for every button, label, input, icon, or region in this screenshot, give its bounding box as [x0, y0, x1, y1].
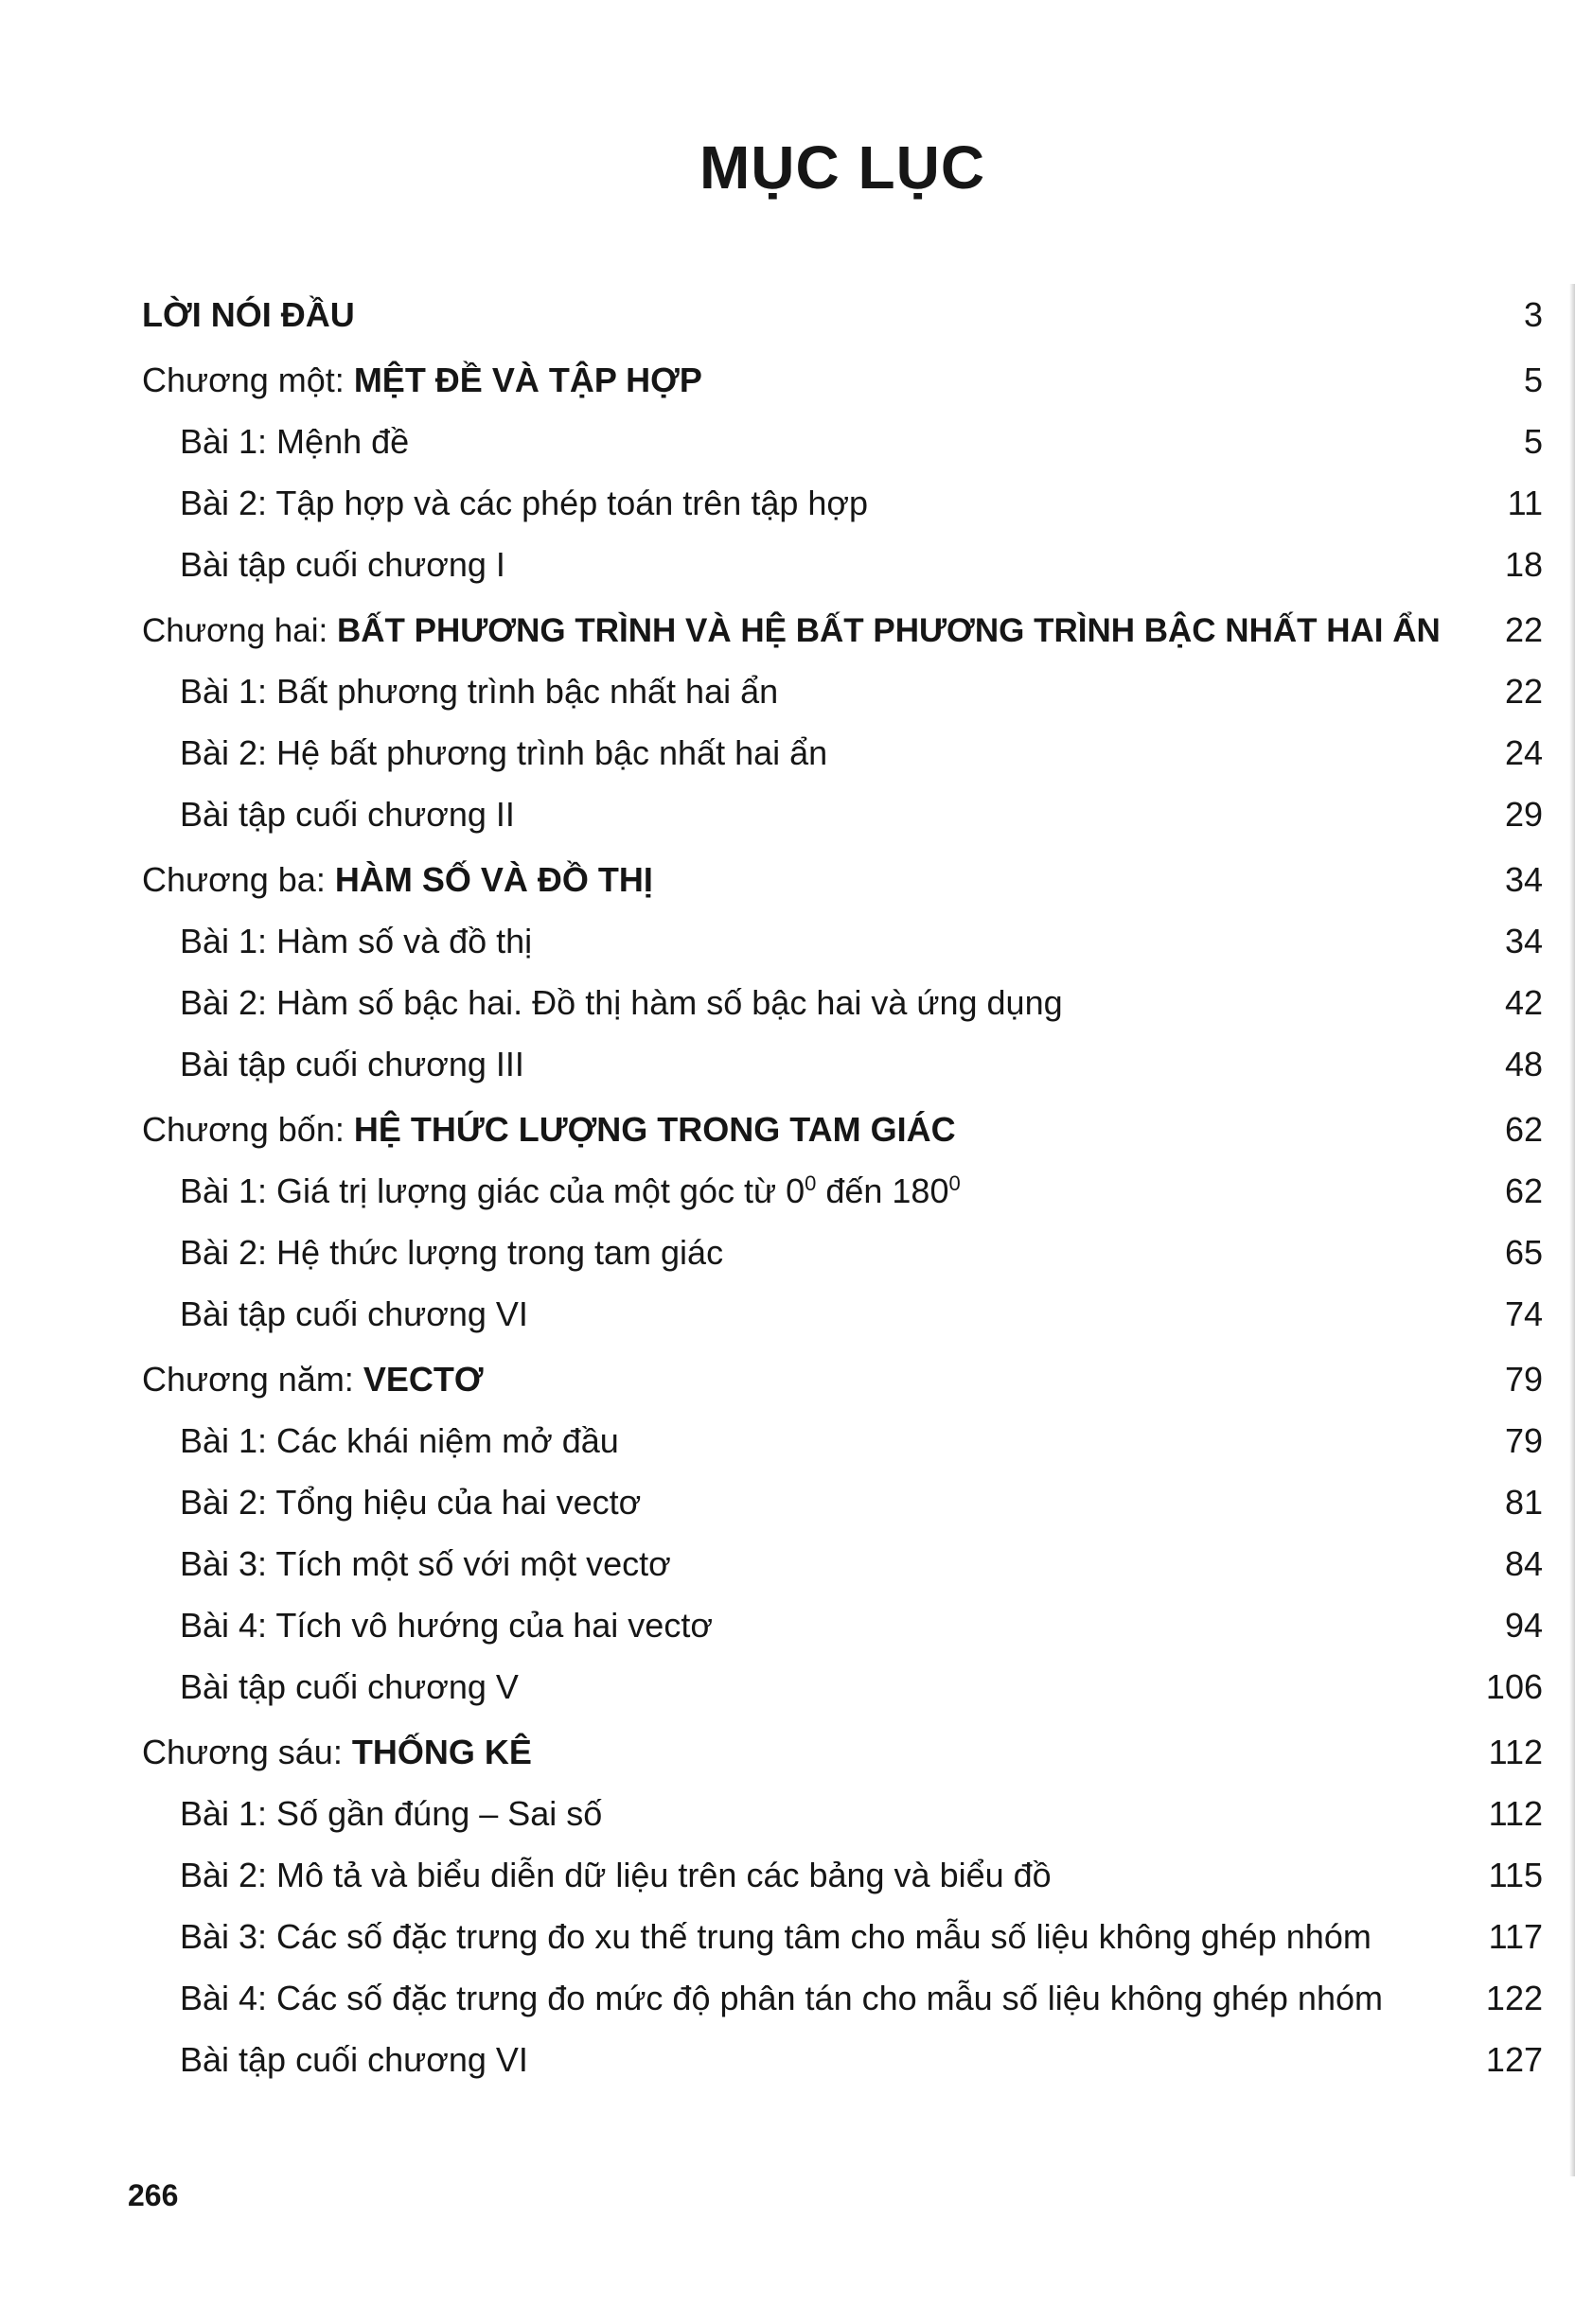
- lesson-label: Bài tập cuối chương III: [180, 1045, 524, 1083]
- lesson-label: Bài 1: Mệnh đề: [180, 422, 410, 461]
- lesson-label: Bài tập cuối chương V: [180, 1667, 519, 1706]
- lesson-page: 117: [1488, 1917, 1543, 1956]
- lesson-label: Bài tập cuối chương II: [180, 795, 515, 834]
- lesson-label: Bài 2: Tập hợp và các phép toán trên tập hợp: [180, 484, 869, 522]
- chapter-name: HÀM SỐ VÀ ĐỒ THỊ: [334, 860, 653, 899]
- toc-chapter: [142, 1721, 1543, 1783]
- toc-lesson: [142, 1283, 1543, 1345]
- toc-chapter: [142, 599, 1543, 660]
- toc-lesson: [142, 1033, 1543, 1095]
- lesson-label: Bài tập cuối chương I: [180, 545, 505, 584]
- lesson-label: Bài 1: Các khái niệm mở đầu: [180, 1421, 619, 1460]
- lesson-label: Bài tập cuối chương VI: [180, 2040, 528, 2079]
- lesson-page: 115: [1488, 1856, 1543, 1894]
- toc-chapter: [142, 349, 1543, 411]
- toc-lesson: [142, 910, 1543, 972]
- lesson-label: Bài 1: Số gần đúng – Sai số: [180, 1794, 603, 1833]
- toc-chapter: [142, 849, 1543, 910]
- toc-lesson: [142, 472, 1543, 534]
- lesson-page: 65: [1504, 1233, 1543, 1272]
- chapter-prefix: Chương bốn:: [142, 1110, 345, 1149]
- chapter-page: 5: [1523, 361, 1543, 399]
- page-title: MỤC LỤC: [699, 133, 986, 202]
- lesson-page: 112: [1488, 1794, 1543, 1833]
- chapter-name: THỐNG KÊ: [351, 1733, 532, 1771]
- lesson-page: 79: [1504, 1421, 1543, 1460]
- lesson-label: Bài 4: Các số đặc trưng đo mức độ phân tán cho mẫu số liệu không ghép nhóm: [180, 1979, 1383, 2017]
- lesson-label: Bài 4: Tích vô hướng của hai vectơ: [180, 1606, 713, 1645]
- chapter-name: VECTƠ: [363, 1360, 484, 1399]
- toc-lesson: [142, 972, 1543, 1033]
- lesson-page: 22: [1504, 672, 1543, 711]
- lesson-label-part: đến 180: [816, 1171, 949, 1210]
- lesson-label: Bài 2: Hệ bất phương trình bậc nhất hai ẩn: [180, 733, 828, 772]
- lesson-label: Bài 1: Hàm số và đồ thị: [180, 922, 533, 960]
- lesson-label: Bài 1: Bất phương trình bậc nhất hai ẩn: [180, 672, 779, 711]
- toc-lesson: [142, 411, 1543, 472]
- chapter-prefix: Chương ba:: [142, 860, 326, 899]
- toc-lesson: [142, 1656, 1543, 1717]
- toc-lesson: [142, 1410, 1543, 1471]
- lesson-label: Bài tập cuối chương VI: [180, 1294, 528, 1333]
- degree-superscript: 0: [948, 1171, 961, 1195]
- table-of-contents: [142, 284, 1543, 2090]
- lesson-page: 48: [1504, 1045, 1543, 1083]
- lesson-page: 24: [1504, 733, 1543, 772]
- lesson-page: 62: [1504, 1171, 1543, 1210]
- chapter-name: HỆ THỨC LƯỢNG TRONG TAM GIÁC: [353, 1110, 956, 1149]
- lesson-page: 34: [1504, 922, 1543, 960]
- page-edge-shadow: [1569, 284, 1575, 2176]
- toc-lesson: [142, 1844, 1543, 1906]
- toc-chapter: [142, 1099, 1543, 1160]
- lesson-page: 106: [1485, 1667, 1543, 1706]
- chapter-name: BẤT PHƯƠNG TRÌNH VÀ HỆ BẤT PHƯƠNG TRÌNH BẬC NHẤT HAI ẨN: [336, 612, 1441, 649]
- lesson-page: 42: [1504, 983, 1543, 1022]
- lesson-label: Bài 2: Hàm số bậc hai. Đồ thị hàm số bậc hai và ứng dụng: [180, 983, 1063, 1022]
- chapter-prefix: Chương hai:: [142, 612, 328, 649]
- lesson-page: 122: [1485, 1979, 1543, 2017]
- chapter-page: 112: [1488, 1733, 1543, 1771]
- lesson-label-part: Bài 1: Giá trị lượng giác của một góc từ 0: [180, 1171, 805, 1210]
- chapter-page: 62: [1504, 1110, 1543, 1149]
- lesson-page: 94: [1504, 1606, 1543, 1645]
- lesson-label: Bài 2: Tổng hiệu của hai vectơ: [180, 1483, 642, 1522]
- lesson-page: 84: [1504, 1544, 1543, 1583]
- lesson-label: [142, 1160, 961, 1222]
- chapter-prefix: Chương một:: [142, 361, 345, 399]
- page-number: 266: [128, 2178, 179, 2212]
- toc-lesson: [142, 1160, 1543, 1222]
- toc-lesson: [142, 1967, 1543, 2029]
- chapter-name: MỆT ĐỀ VÀ TẬP HỢP: [353, 361, 702, 399]
- lesson-page: 18: [1504, 545, 1543, 584]
- lesson-page: 5: [1523, 422, 1543, 461]
- toc-lesson: [142, 783, 1543, 845]
- lesson-page: 81: [1504, 1483, 1543, 1522]
- toc-chapter: [142, 1348, 1543, 1410]
- toc-lesson: [142, 1594, 1543, 1656]
- toc-lesson: [142, 660, 1543, 722]
- lesson-label: Bài 2: Hệ thức lượng trong tam giác: [180, 1233, 724, 1272]
- chapter-prefix: Chương sáu:: [142, 1733, 343, 1771]
- chapter-page: 79: [1504, 1360, 1543, 1399]
- lesson-page: 11: [1507, 484, 1543, 522]
- toc-lesson: [142, 1222, 1543, 1283]
- toc-preface-label: LỜI NÓI ĐẦU: [142, 295, 355, 334]
- toc-lesson: [142, 1471, 1543, 1533]
- toc-lesson: [142, 1533, 1543, 1594]
- lesson-label: Bài 3: Các số đặc trưng đo xu thế trung tâm cho mẫu số liệu không ghép nhóm: [180, 1917, 1371, 1956]
- chapter-page: 34: [1504, 860, 1543, 899]
- lesson-page: 127: [1485, 2040, 1543, 2079]
- lesson-label: Bài 2: Mô tả và biểu diễn dữ liệu trên các bảng và biểu đồ: [180, 1856, 1052, 1894]
- toc-lesson: [142, 534, 1543, 595]
- toc-lesson: [142, 2029, 1543, 2090]
- lesson-label: Bài 3: Tích một số với một vectơ: [180, 1544, 671, 1583]
- toc-preface-page: 3: [1523, 295, 1543, 334]
- toc-lesson: [142, 1906, 1543, 1967]
- degree-superscript: 0: [805, 1171, 817, 1195]
- lesson-page: 74: [1504, 1294, 1543, 1333]
- toc-preface: [142, 284, 1543, 345]
- lesson-page: 29: [1504, 795, 1543, 834]
- toc-lesson: [142, 1783, 1543, 1844]
- toc-lesson: [142, 722, 1543, 783]
- chapter-page: 22: [1504, 610, 1543, 649]
- chapter-prefix: Chương năm:: [142, 1360, 354, 1399]
